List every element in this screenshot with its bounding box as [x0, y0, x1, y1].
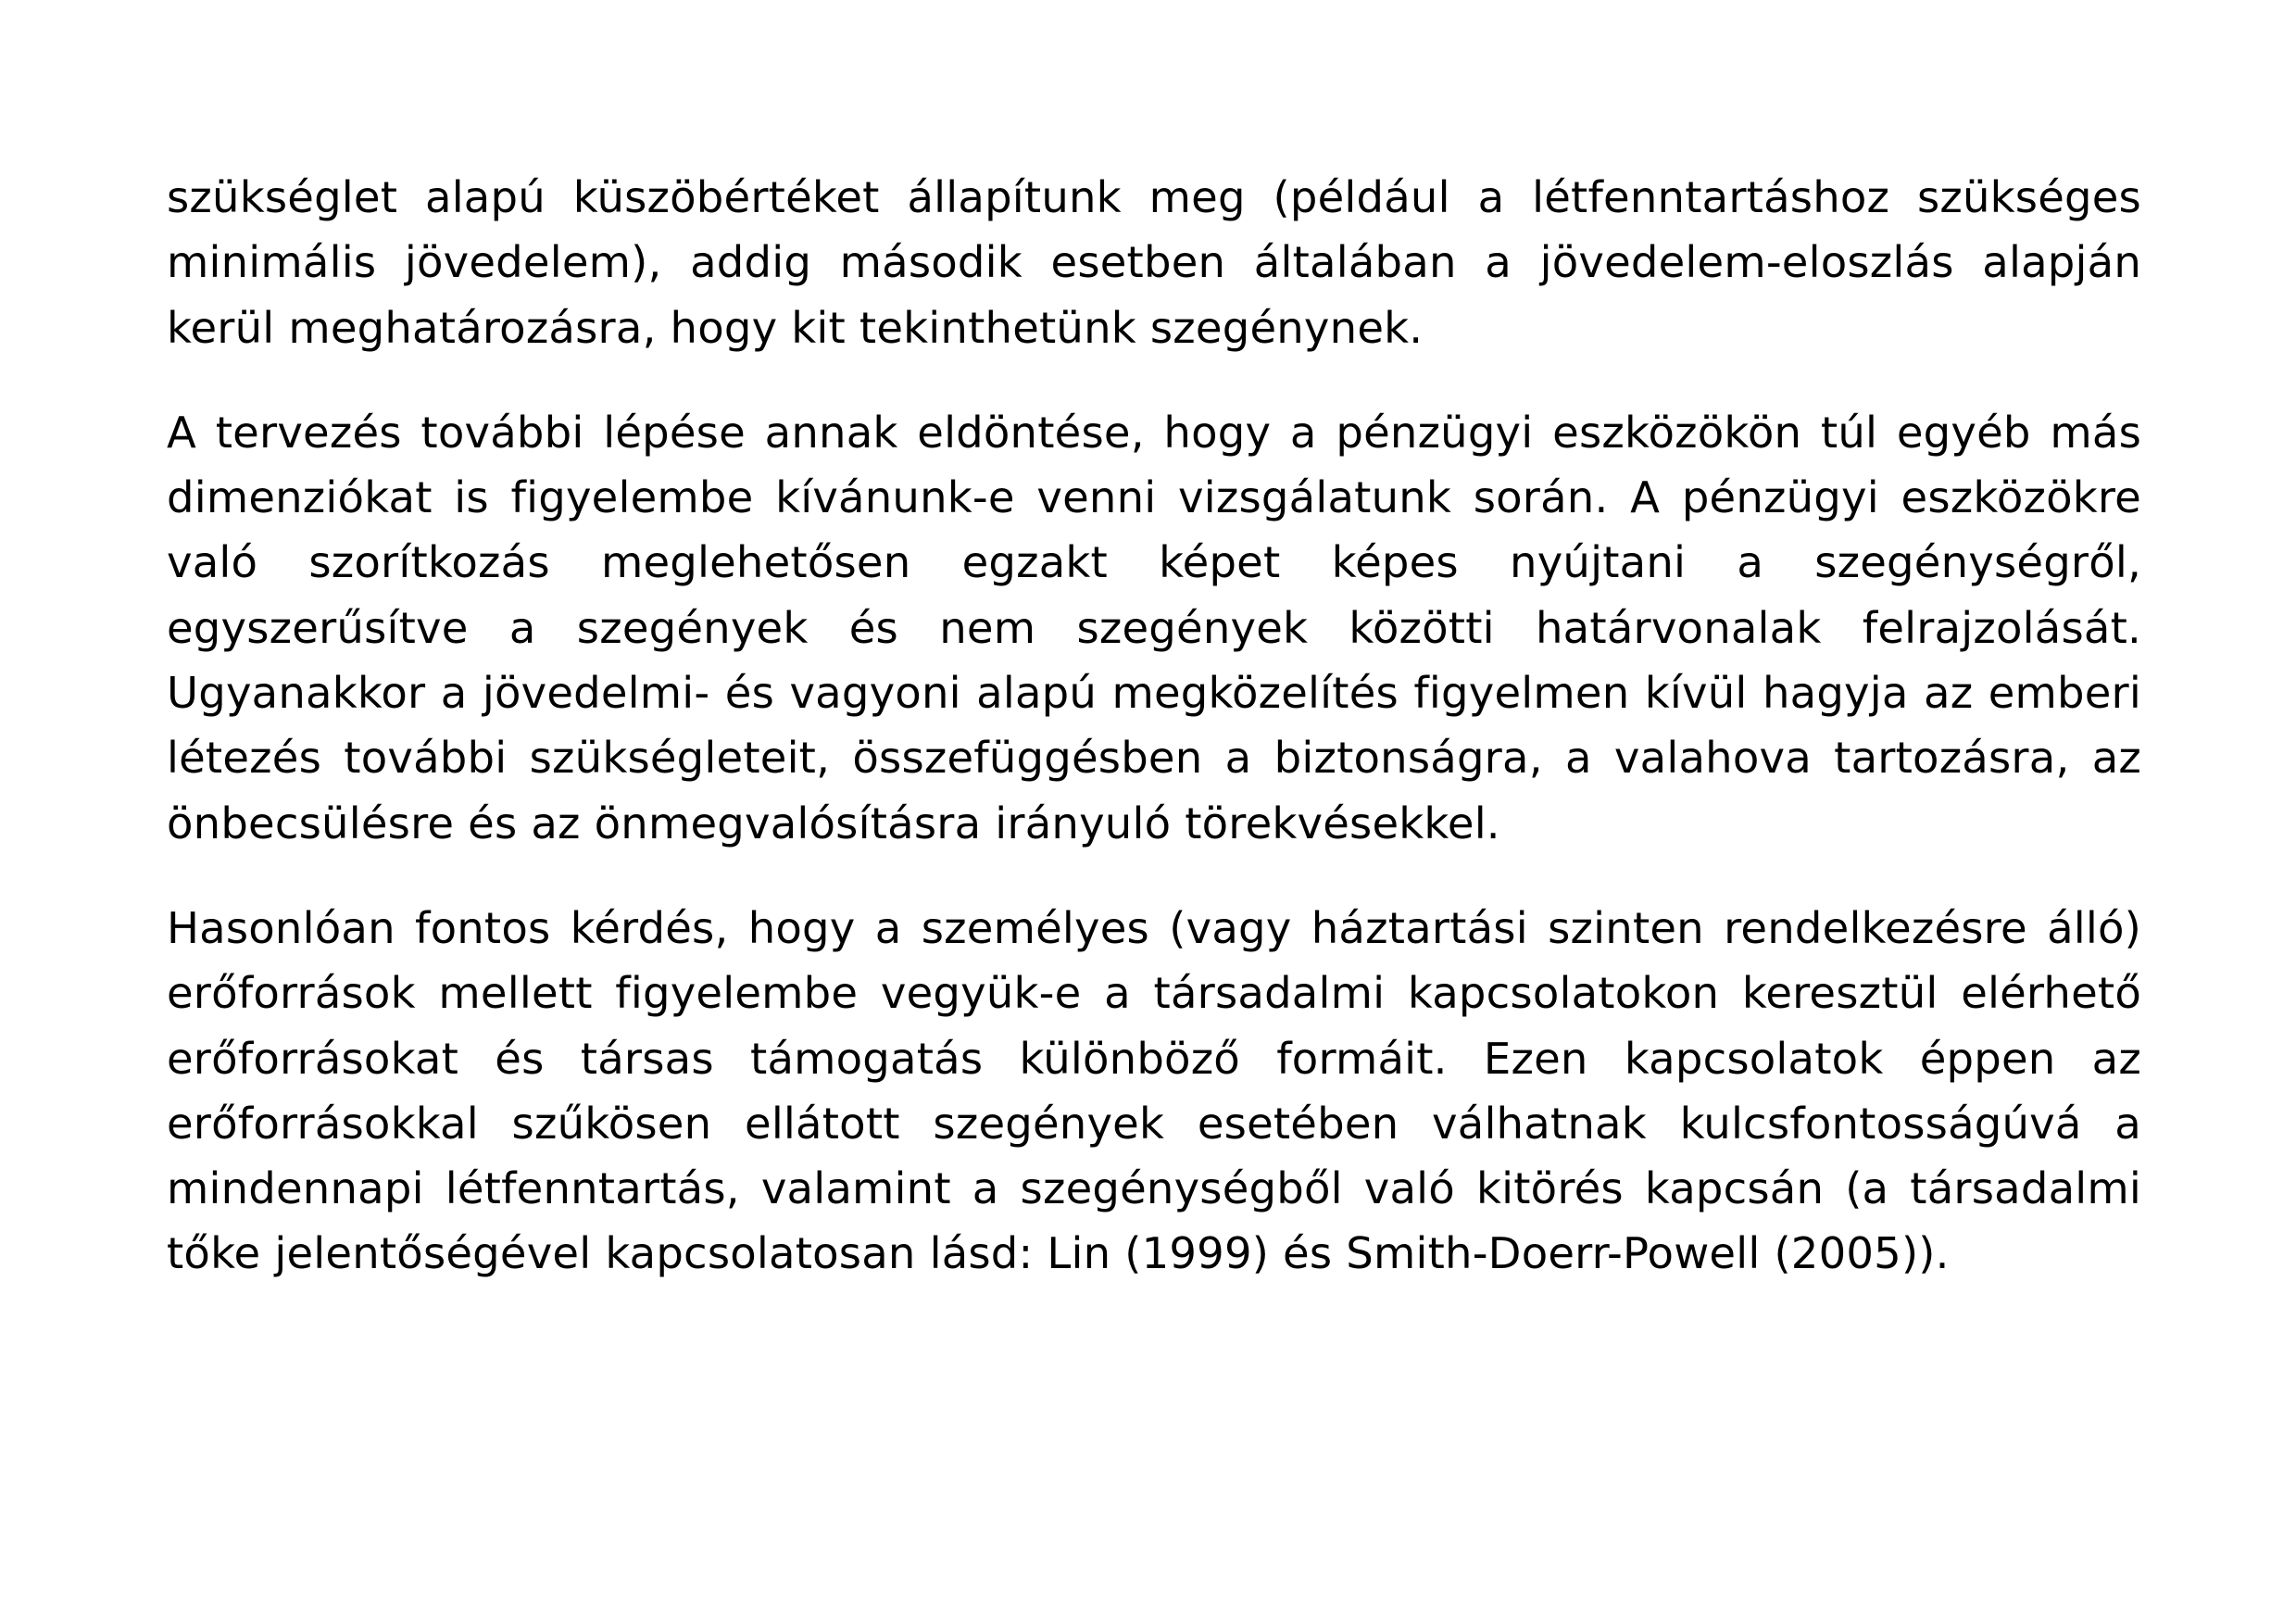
- paragraph-3: Hasonlóan fontos kérdés, hogy a személyes (vagy háztartási szinten rendelkezésre álló) erőforrások mellett figyelembe vegyük-e a társadalmi kapcsolatokon keresztül elérhető erőforrásokat és társas támogatás különböző formáit. Ezen kapcsolatok éppen az erőforrásokkal szűkösen ellátott szegények esetében válhatnak kulcsfontosságúvá a mindennapi létfenntartás, valamint a szegénységből való kitörés kapcsán (a társadalmi tőke jelentőségével kapcsolatosan lásd: Lin (1999) és Smith-Doerr-Powell (2005)).: [167, 902, 2141, 1279]
- paragraph-1: szükséglet alapú küszöbértéket állapítunk meg (például a létfenntartáshoz szükséges minimális jövedelem), addig második esetben általában a jövedelem-eloszlás alapján kerül meghatározásra, hogy kit tekinthetünk szegénynek.: [167, 172, 2141, 353]
- body-text: [167, 165, 2141, 1326]
- paragraph-2: A tervezés további lépése annak eldöntése, hogy a pénzügyi eszközökön túl egyéb más dimenziókat is figyelembe kívánunk-e venni vizsgálatunk során. A pénzügyi eszközökre való szorítkozás meglehetősen egzakt képet képes nyújtani a szegénységről, egyszerűsítve a szegények és nem szegények közötti határvonalak felrajzolását. Ugyanakkor a jövedelmi- és vagyoni alapú megközelítés figyelmen kívül hagyja az emberi létezés további szükségleteit, összefüggésben a biztonságra, a valahova tartozásra, az önbecsülésre és az önmegvalósításra irányuló törekvésekkel.: [167, 407, 2141, 848]
